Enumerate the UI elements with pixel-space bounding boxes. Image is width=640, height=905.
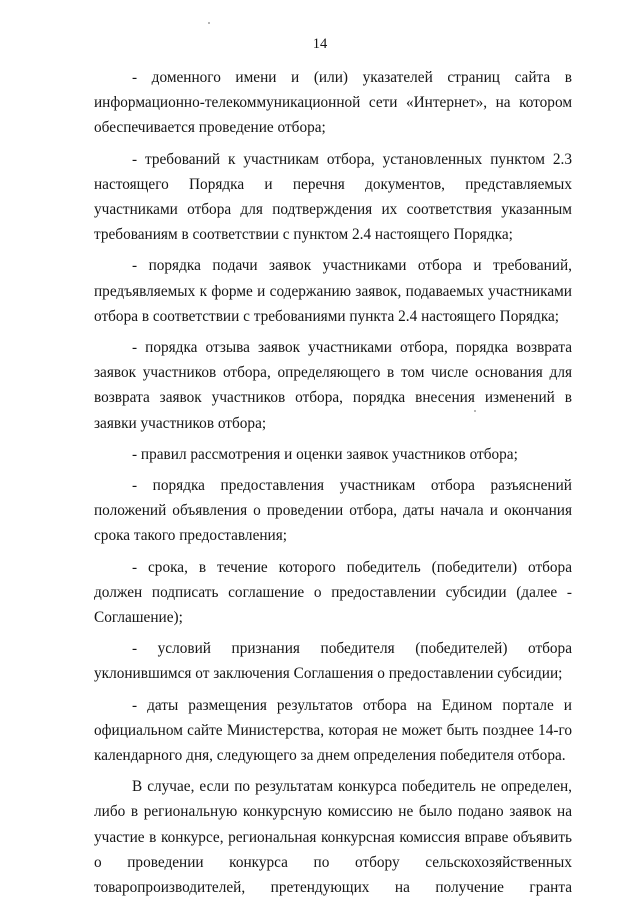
list-item-application-procedure: - порядка подачи заявок участниками отбора и требований, предъявляемых к форме и содержанию заявок, подаваемых участниками отбора в соответствии с требованиями пункта 2.4 настоящего Порядка; (94, 257, 572, 325)
list-item-participant-requirements: - требований к участникам отбора, установленных пунктом 2.3 настоящего Порядка и перечня документов, представляемых участниками отбора для подтверждения их соответствия указанным требованиям в соответствии с пунктом 2.4 настоящего Порядка; (94, 150, 572, 244)
list-item-review-rules: - правил рассмотрения и оценки заявок участников отбора; (132, 445, 518, 463)
list-item-withdrawal-procedure: - порядка отзыва заявок участниками отбора, порядка возврата заявок участников отбора, определяющего в том числе основания для возврата заявок участников отбора, порядка внесения изменений в заявки участников отбора; (94, 339, 572, 432)
page-number: 14 (312, 36, 328, 52)
list-item-evasion-conditions: - условий признания победителя (победителей) отбора уклонившимся от заключения Соглашения о предоставлении субсидии; (94, 640, 572, 683)
list-item-clarifications: - порядка предоставления участникам отбора разъяснений положений объявления о проведении отбора, даты начала и окончания срока такого предоставления; (94, 477, 572, 545)
list-item-domain-name: - доменного имени и (или) указателей страниц сайта в информационно-телекоммуникационной сети «Интернет», на котором обеспечивается проведение отбора; (94, 69, 572, 137)
list-item-results-publication: - даты размещения результатов отбора на Едином портале и официальном сайте Министерства, которая не может быть позднее 14-го календарного дня, следующего за днем определения победителя отбора. (94, 696, 572, 765)
scan-speck (208, 22, 210, 24)
paragraph-no-winner: В случае, если по результатам конкурса победитель не определен, либо в региональную конкурсную комиссию не было подано заявок на участие в конкурсе, региональная конкурсная комиссия вправе объявить о проведении конкурса по отбору сельскохозяйственных товаропроизводителей, претендующих на получение гранта (94, 778, 572, 897)
list-item-signing-deadline: - срока, в течение которого победитель (победители) отбора должен подписать соглашение о предоставлении субсидии (далее - Соглашение); (94, 558, 572, 627)
document-body (94, 65, 572, 900)
